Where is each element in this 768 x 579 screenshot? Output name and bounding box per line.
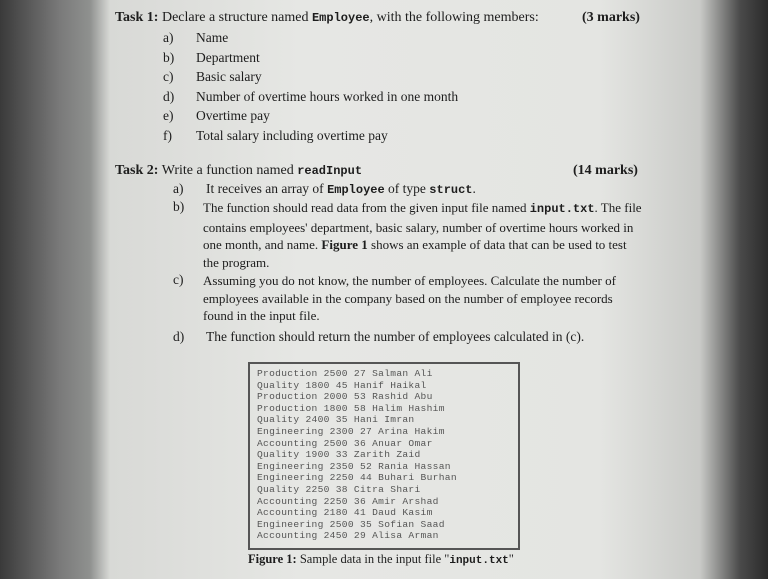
task2-item-a (173, 181, 476, 197)
item-text: The function should return the number of employees calculated in (c). (206, 329, 585, 344)
caption-end: " (508, 552, 514, 566)
code: input.txt (529, 202, 595, 216)
task2-title: Task 2: (115, 163, 159, 178)
data-line: Quality 1900 33 Zarith Zaid (257, 449, 421, 461)
figure-ref: Figure 1 (321, 237, 368, 252)
item-text: The function should read data from the given input file named (203, 200, 530, 215)
data-line: Accounting 2500 36 Anuar Omar (257, 437, 433, 449)
caption-code: input.txt (449, 555, 509, 567)
task1-item (163, 128, 388, 144)
task1-item (163, 108, 270, 124)
data-line: Engineering 2300 27 Arina Hakim (257, 425, 445, 437)
item-label: a) (173, 181, 184, 196)
item-label: b) (173, 199, 185, 214)
task1-item (163, 69, 262, 85)
item-text: . (472, 181, 476, 196)
item-text: Number of overtime hours worked in one month (196, 88, 459, 104)
task2-item-b (173, 199, 643, 271)
data-line: Quality 2250 38 Citra Shari (257, 483, 421, 495)
item-label: c) (173, 272, 184, 287)
task1-item (163, 89, 458, 105)
data-line: Quality 1800 45 Hanif Haikal (257, 379, 427, 391)
item-text: of type (384, 181, 430, 196)
item-text: Name (196, 30, 229, 45)
item-label: d) (173, 329, 185, 344)
task1-title: Task 1: (115, 10, 159, 25)
item-text: Overtime pay (196, 108, 270, 123)
task2-text: Write a function named (161, 163, 298, 178)
task2-item-d (173, 329, 584, 345)
data-line: Accounting 2250 36 Amir Arshad (257, 495, 439, 507)
task1-item (163, 50, 260, 66)
item-text: Total salary including overtime pay (196, 127, 388, 143)
data-line: Engineering 2500 35 Sofian Saad (257, 518, 445, 530)
task1-heading (115, 10, 539, 26)
task2-marks: (14 marks) (573, 163, 638, 178)
figure-caption (248, 552, 514, 567)
task2-code: readInput (297, 164, 363, 178)
item-text: . The file contains employees' department, basic salary, number of overtime hours worked in one month, and name. (203, 200, 642, 252)
data-line: Accounting 2180 41 Daud Kasim (257, 507, 433, 519)
item-label: c) (163, 69, 174, 84)
task2-heading (115, 163, 362, 179)
item-text: It receives an array of (206, 181, 328, 196)
task1-marks: (3 marks) (582, 10, 640, 25)
caption-label: Figure 1: (248, 552, 297, 566)
task1-text: Declare a structure named (161, 10, 312, 25)
task1-text-after: , with the following members: (369, 10, 539, 25)
data-line: Engineering 2350 52 Rania Hassan (257, 460, 451, 472)
item-text: Assuming you do not know, the number of employees. Calculate the number of employees available in the company based on the number of employee records found in the input file. (203, 273, 616, 323)
task1-item (163, 30, 228, 46)
item-label: e) (163, 108, 174, 123)
item-text: Basic salary (196, 69, 262, 84)
code: Employee (327, 183, 385, 197)
item-label: a) (163, 30, 174, 45)
item-label: f) (163, 127, 172, 143)
data-line: Production 2500 27 Salman Ali (257, 368, 433, 379)
caption-text: Sample data in the input file " (296, 552, 450, 566)
item-text: Department (196, 49, 260, 65)
data-line: Accounting 2450 29 Alisa Arman (257, 530, 439, 542)
task1-code: Employee (311, 11, 370, 25)
item-label: b) (163, 49, 175, 65)
data-line: Production 2000 53 Rashid Abu (257, 391, 433, 403)
task2-item-c (173, 272, 643, 325)
code: struct (429, 183, 473, 197)
data-line: Production 1800 58 Halim Hashim (257, 402, 445, 414)
data-line: Engineering 2250 44 Buhari Burhan (257, 472, 457, 484)
sample-data-figure (248, 362, 520, 550)
item-label: d) (163, 88, 175, 104)
item-text: shows an example of data that can be used to test the program. (203, 237, 627, 270)
data-line: Quality 2400 35 Hani Imran (257, 414, 415, 426)
